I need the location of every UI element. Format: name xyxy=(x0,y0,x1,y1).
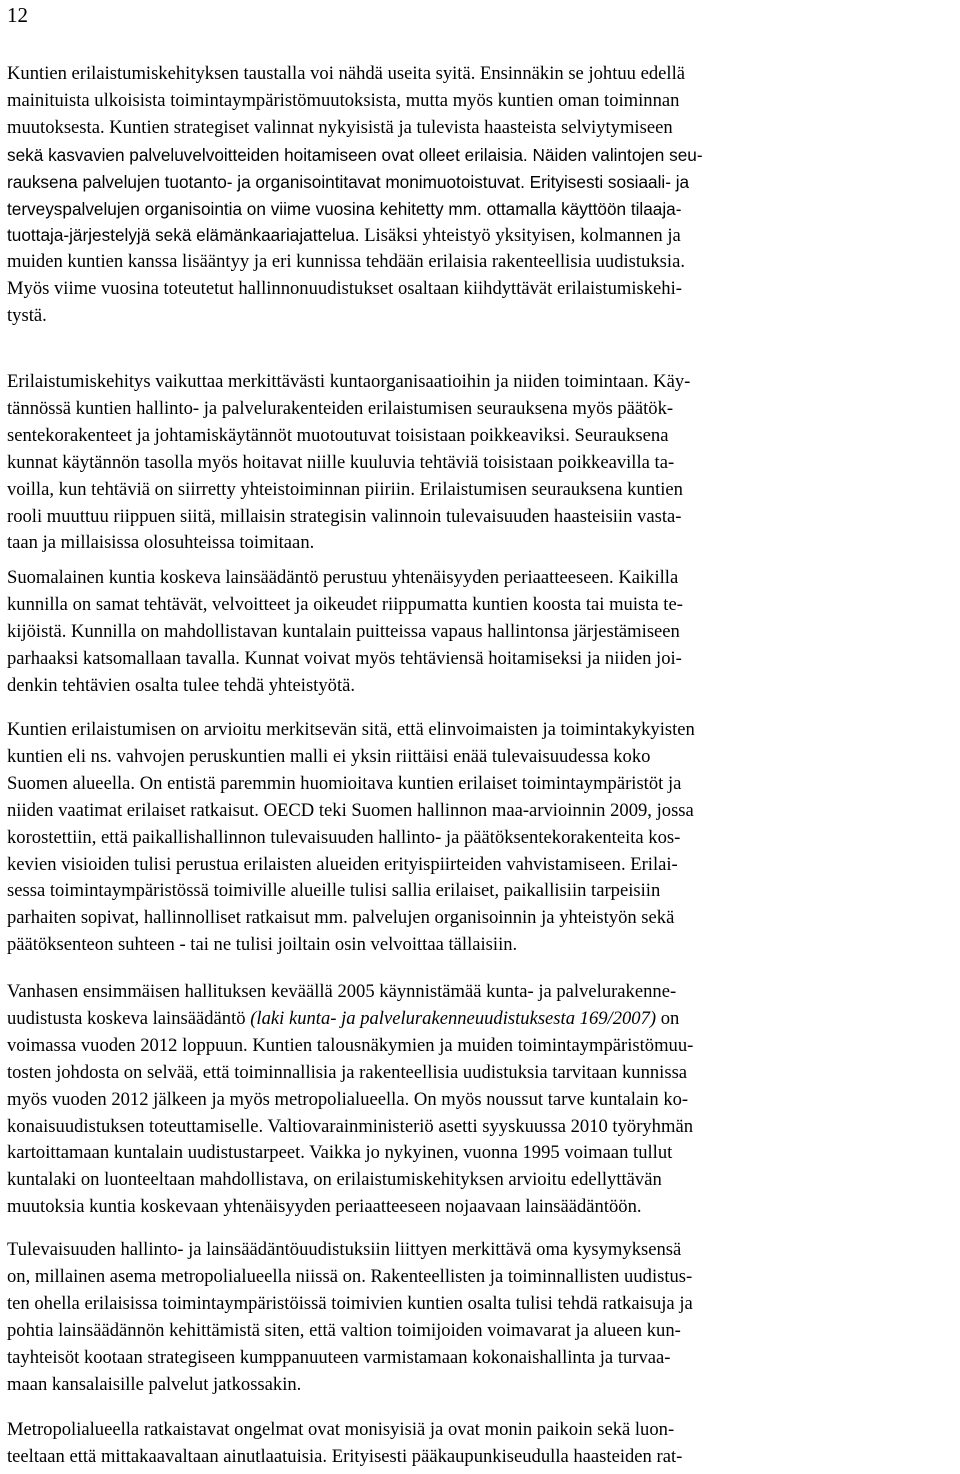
text-line xyxy=(7,853,678,877)
text-line xyxy=(7,1319,681,1343)
text-line xyxy=(7,799,694,823)
text-line xyxy=(7,170,689,194)
text-line xyxy=(7,647,682,671)
text-segment: kuntien eli ns. vahvojen peruskuntien malli ei yksin riittäisi enää tulevaisuudessa koko xyxy=(7,745,651,767)
text-segment: Tulevaisuuden hallinto- ja lainsäädäntöuudistuksiin liittyen merkittävä oma kysymyksensä xyxy=(7,1239,682,1260)
text-line xyxy=(7,1346,670,1370)
text-segment: tosten johdosta on selvää, että toiminnallisia ja rakenteellisia uudistuksia tarvitaan kunnissa xyxy=(7,1061,688,1083)
text-line xyxy=(7,674,355,698)
text-segment: tayhteisöt kootaan strategiseen kumppanuuteen varmistamaan kokonaishallinta ja turvaa- xyxy=(7,1346,671,1368)
text-line xyxy=(7,424,668,448)
text-segment: parhaiten sopivat, hallinnolliset ratkaisut mm. palvelujen organisoinnin ja yhteistyön sekä xyxy=(7,907,675,929)
text-line xyxy=(7,197,681,221)
text-segment: pohtia lainsäädännön kehittämistä siten, että valtion toimijoiden voimavarat ja alueen kun- xyxy=(7,1319,681,1341)
text-line xyxy=(7,620,680,644)
text-segment: Metropolialueella ratkaistavat ongelmat ovat monisyisiä ja ovat monin paikoin sekä luon- xyxy=(7,1419,675,1440)
text-line xyxy=(7,223,681,247)
text-line xyxy=(7,933,517,957)
text-line xyxy=(7,593,683,617)
text-line xyxy=(7,116,673,140)
text-segment: on, millainen asema metropolialueella niissä on. Rakenteellisten ja toiminnallisten uudistus- xyxy=(7,1265,693,1287)
text-segment: konaisuudistuksen toteuttamiselle. Valtiovarainministeriö asetti syyskuussa 2010 työryhmän xyxy=(7,1115,693,1137)
text-line xyxy=(7,1141,672,1165)
text-line xyxy=(7,1445,682,1469)
text-line xyxy=(7,1115,693,1139)
text-line xyxy=(7,531,314,555)
text-line xyxy=(7,1373,301,1397)
text-line xyxy=(7,505,681,529)
text-segment: kunnilla on samat tehtävät, velvoitteet ja oikeudet riippumatta kuntien koosta tai muista te- xyxy=(7,593,683,615)
text-segment: uudistusta koskeva lainsäädäntö xyxy=(7,1007,251,1029)
text-line xyxy=(7,566,678,590)
text-line xyxy=(7,250,685,274)
text-segment: päätöksenteon suhteen - tai ne tulisi joiltain osin velvoittaa tällaisiin. xyxy=(7,934,518,956)
text-line xyxy=(7,1265,692,1289)
text-segment: Vanhasen ensimmäisen hallituksen keväällä 2005 käynnistämää kunta- ja palvelurakenne- xyxy=(7,981,677,1002)
citation-text: (laki kunta- ja palvelurakenneuudistuksesta 169/2007) xyxy=(250,1007,657,1029)
text-segment: muiden kuntien kanssa lisääntyy ja eri kunnissa tehdään erilaisia rakenteellisia uudistuksia. xyxy=(7,251,685,273)
text-segment: sessa toimintaympäristössä toimiville alueille tulisi sallia erilaiset, paikallisiin tarpeisiin xyxy=(7,880,661,902)
text-line xyxy=(7,1418,674,1442)
text-line xyxy=(7,1168,662,1192)
text-line xyxy=(7,826,680,850)
text-segment: korostettiin, että paikallishallinnon tulevaisuuden hallinto- ja päätöksentekorakenteita kos- xyxy=(7,826,681,848)
text-segment: tuottaja-järjestelyjä sekä elämänkaariajattelua. xyxy=(7,225,360,246)
text-segment: sekä kasvavien palveluvelvoitteiden hoitamiseen ovat olleet erilaisia. Näiden valintojen seu- xyxy=(7,144,703,165)
text-line xyxy=(7,906,674,930)
text-line xyxy=(7,1195,642,1219)
text-line xyxy=(7,1034,693,1058)
text-line xyxy=(7,1088,688,1112)
text-segment: on xyxy=(656,1007,680,1029)
text-segment: tystä. xyxy=(7,305,47,327)
text-line xyxy=(7,62,685,86)
text-line xyxy=(7,89,679,113)
text-segment: muutoksia kuntia koskevaan yhtenäisyyden periaatteeseen nojaavaan lainsäädäntöön. xyxy=(7,1196,642,1218)
text-segment: ten ohella erilaisissa toimintaympäristöissä toimivien kuntien osalta tulisi tehdä ratkaisuja ja xyxy=(7,1292,693,1314)
text-segment: Kuntien erilaistumisen on arvioitu merkitsevän sitä, että elinvoimaisten ja toimintakykyisten xyxy=(7,719,695,740)
text-segment: kunnat käytännön tasolla myös hoitavat niille kuuluvia tehtäviä toisistaan poikkeavilla ta- xyxy=(7,451,675,473)
text-segment: kuntalaki on luonteeltaan mahdollistava, on erilaistumiskehityksen arvioitu edellyttävän xyxy=(7,1169,662,1191)
text-segment: Suomen alueella. On entistä paremmin huomioitava kuntien erilaiset toimintaympäristöt ja xyxy=(7,772,682,794)
text-line xyxy=(7,1007,679,1031)
text-segment: mainituista ulkoisista toimintaympäristömuutoksista, mutta myös kuntien oman toiminnan xyxy=(7,89,680,111)
text-segment: Erilaistumiskehitys vaikuttaa merkittävästi kuntaorganisaatioihin ja niiden toimintaan. Käy- xyxy=(7,371,691,392)
text-line xyxy=(7,879,660,903)
text-line xyxy=(7,397,673,421)
text-line xyxy=(7,718,695,742)
text-line xyxy=(7,745,650,769)
text-segment: taan ja millaisissa olosuhteissa toimitaan. xyxy=(7,532,315,554)
text-segment: voilla, kun tehtäviä on siirretty yhteistoiminnan piiriin. Erilaistumisen seurauksena kuntien xyxy=(7,478,683,500)
text-line xyxy=(7,277,682,301)
text-segment: maan kansalaisille palvelut jatkossakin. xyxy=(7,1373,302,1395)
text-segment: niiden vaatimat erilaiset ratkaisut. OECD teki Suomen hallinnon maa-arvioinnin 2009, jossa xyxy=(7,799,694,821)
text-line xyxy=(7,1061,687,1085)
text-segment: parhaaksi katsomallaan tavalla. Kunnat voivat myös tehtäviensä hoitamiseksi ja niiden joi- xyxy=(7,647,682,669)
text-line xyxy=(7,1292,693,1316)
text-line xyxy=(7,304,47,328)
text-segment: kevien visioiden tulisi perustua erilaisten alueiden erityispiirteiden vahvistamiseen. Erilai- xyxy=(7,853,678,875)
text-line xyxy=(7,478,683,502)
page-number: 12 xyxy=(7,3,28,27)
text-line xyxy=(7,451,674,475)
text-segment: muutoksesta. Kuntien strategiset valinnat nykyisistä ja tulevista haasteista selviytymiseen xyxy=(7,116,673,138)
text-segment: denkin tehtävien osalta tulee tehdä yhteistyötä. xyxy=(7,674,356,696)
text-segment: rauksena palvelujen tuotanto- ja organisointitavat monimuotoistuvat. Erityisesti sosiaali- ja xyxy=(7,171,690,192)
text-segment: Kuntien erilaistumiskehityksen taustalla voi nähdä useita syitä. Ensinnäkin se johtuu edellä xyxy=(7,63,686,84)
text-segment: terveyspalvelujen organisointia on viime vuosina kehitetty mm. ottamalla käyttöön tilaaja- xyxy=(7,198,682,219)
text-line xyxy=(7,1238,681,1262)
text-segment: voimassa vuoden 2012 loppuun. Kuntien talousnäkymien ja muiden toimintaympäristömuu- xyxy=(7,1034,694,1056)
text-segment: kijöistä. Kunnilla on mahdollistavan kuntalain puitteissa vapaus hallintonsa järjestämiseen xyxy=(7,620,680,642)
text-segment: tännössä kuntien hallinto- ja palvelurakenteiden erilaistumisen seurauksena myös päätök- xyxy=(7,397,674,419)
text-segment: sentekorakenteet ja johtamiskäytännöt muotoutuvat toisistaan poikkeaviksi. Seurauksena xyxy=(7,424,669,446)
text-segment: kartoittamaan kuntalain uudistustarpeet. Vaikka jo nykyinen, vuonna 1995 voimaan tullut xyxy=(7,1142,673,1164)
text-segment: Myös viime vuosina toteutetut hallinnonuudistukset osaltaan kiihdyttävät erilaistumiskehi- xyxy=(7,278,682,300)
text-line xyxy=(7,980,676,1004)
text-line xyxy=(7,143,703,167)
text-segment: rooli muuttuu riippuen siitä, millaisin strategisin valinnoin tulevaisuuden haasteisiin vasta- xyxy=(7,505,682,527)
text-segment: teeltaan että mittakaavaltaan ainutlaatuisia. Erityisesti pääkaupunkiseudulla haasteiden rat- xyxy=(7,1445,683,1467)
text-line xyxy=(7,772,681,796)
text-segment: Lisäksi yhteistyö yksityisen, kolmannen ja xyxy=(359,225,681,247)
text-segment: myös vuoden 2012 jälkeen ja myös metropolialueella. On myös noussut tarve kuntalain ko- xyxy=(7,1088,689,1110)
text-segment: Suomalainen kuntia koskeva lainsäädäntö perustuu yhtenäisyyden periaatteeseen. Kaikilla xyxy=(7,567,679,588)
text-line xyxy=(7,370,690,394)
